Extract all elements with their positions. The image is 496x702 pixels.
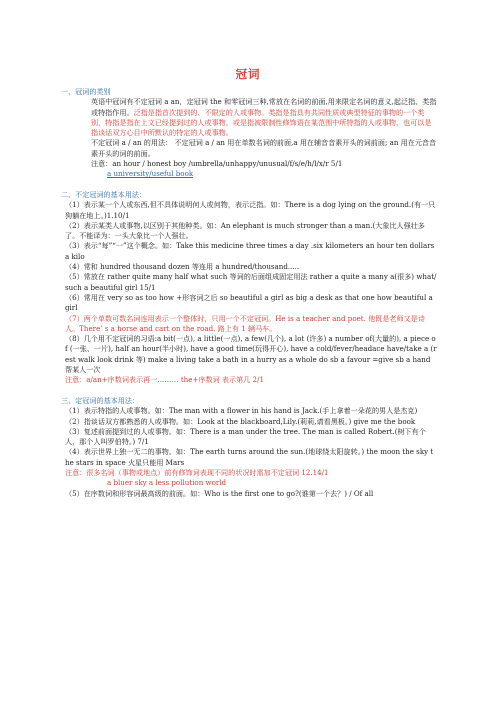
note-examples: a bluer sky a less pollution world [107, 478, 227, 488]
page-title: 冠词 [235, 67, 261, 81]
list-item: （5）常放在 rather quite many half what such 等词的后面组成固定用法 rather a quite a many a(很多) what/such a beautiful girl 15/1 [65, 272, 437, 292]
list-item: （1）表示某一个人或东西,但不具体说明何人或何物，表示泛指。如：There is a dog lying on the ground.(有一只狗躺在地上。)1.10/1 [65, 200, 436, 220]
note-an-words: 注意：an hour / honest boy /umbrella/unhappy/unusual/f/s/e/h/l/x/r 5/1 [91, 159, 343, 169]
list-item: （3）复述前面提到过的人或事物。如：There is a man under the tree. The man is called Robert.(树下有个人，那个人叫罗伯特。) 7/1 [65, 426, 426, 447]
list-item: （2）表示某类人或事物,以区别于其他种类。如：An elephant is much stronger than a man.(大象比人强壮多了。不能译为：一头大象比一个人强壮。 [65, 220, 425, 241]
paragraph-indefinite-article: 不定冠词 a / an 的用法： 不定冠词 a / an 用在单数名词的前面,a 用在辅音音素开头的词前面; an 用在元音音素开头的词的前面。 [91, 138, 437, 158]
section-heading-definite-usage: 三、定冠词的基本用法： [61, 395, 140, 405]
list-item: （5）在序数词和形容词最高级的前面。如：Who is the first one to go?(谁第一个去？) / Of all [65, 488, 374, 498]
list-item: （1）表示特指的人或事物。如：The man with a flower in his hand is Jack.(手上拿着一朵花的男人是杰克) [65, 406, 418, 416]
document-body [61, 87, 437, 499]
list-item: （7）两个单数可数名词连用表示一个整体时，只用一个不定冠词。He is a teacher and poet. 他既是老师又是诗人。There’ s a horse and cart on the road. 路上有 1 辆马车。 [65, 313, 425, 333]
list-item: （2）指谈话双方都熟悉的人或事物。如：Look at the blackboard,Lily.(莉莉,请看黑板。) give me the book [65, 416, 416, 426]
section-heading-indefinite-usage: 二、不定冠词的基本用法： [61, 189, 147, 199]
note-a-words: a university/useful book [107, 169, 194, 179]
list-item: （4）表示世界上独一无二的事物。如：The earth turns around the sun.(地球绕太阳旋转。) the moon the sky the stars in space 火星只能用 Mars [65, 447, 434, 467]
section-heading-categories: 一、冠词的类别 [61, 87, 111, 96]
list-item: （4）常和 hundred thousand dozen 等连用 a hundred/thousand..... [65, 262, 300, 272]
intro-definition-text: 泛指是指首次提到的、不限定的人或事物。类指是指具有共同性质或典型特征的事物的一个类别，特指是指在上文已经提到过的人或事物，或是指被限制性修饰语在某范围中所特指的人或事物，也可以是指谈话双方心目中所默认的特定的人或事物。 [91, 107, 432, 138]
note-modifiers: 注意：很多名词（事物或地点）前有修饰词表现不同的状况时需加不定冠词 12.14/1 [65, 467, 329, 477]
list-item: （3）表示“每”“一”这个概念。如：Take this medicine three times a day .six kilometers an hour ten dollars a kilo [65, 241, 435, 261]
list-item: （6）常用在 very so as too how +形容词之后 so beautiful a girl as big a desk as that one how beautiful a girl [65, 292, 433, 313]
intro-text: 英语中冠词有不定冠词 a an，定冠词 the 和零冠词三种,常放在名词的前面,用来限定名词的意义,起泛指、类指或特指作用。 [91, 97, 437, 117]
note-ordinal: 注意：a/an+序数词表示再一……… the+序数词 表示第几 2/1 [65, 375, 264, 385]
list-item: （8）几个用不定冠词的习语:a bit(一点), a little(一点), a few(几个), a lot (许多) a number of(大量的), a piece of (一张、一片), half an hour(半小时), have a good time(玩得开心), have a cold/fever/headace have/take a (rest walk look drink 等) make a living take a bath in a hurry as a whole do sb a favour =give sb a hand 帮某人一次 [65, 334, 437, 375]
paragraph-intro [61, 97, 437, 138]
